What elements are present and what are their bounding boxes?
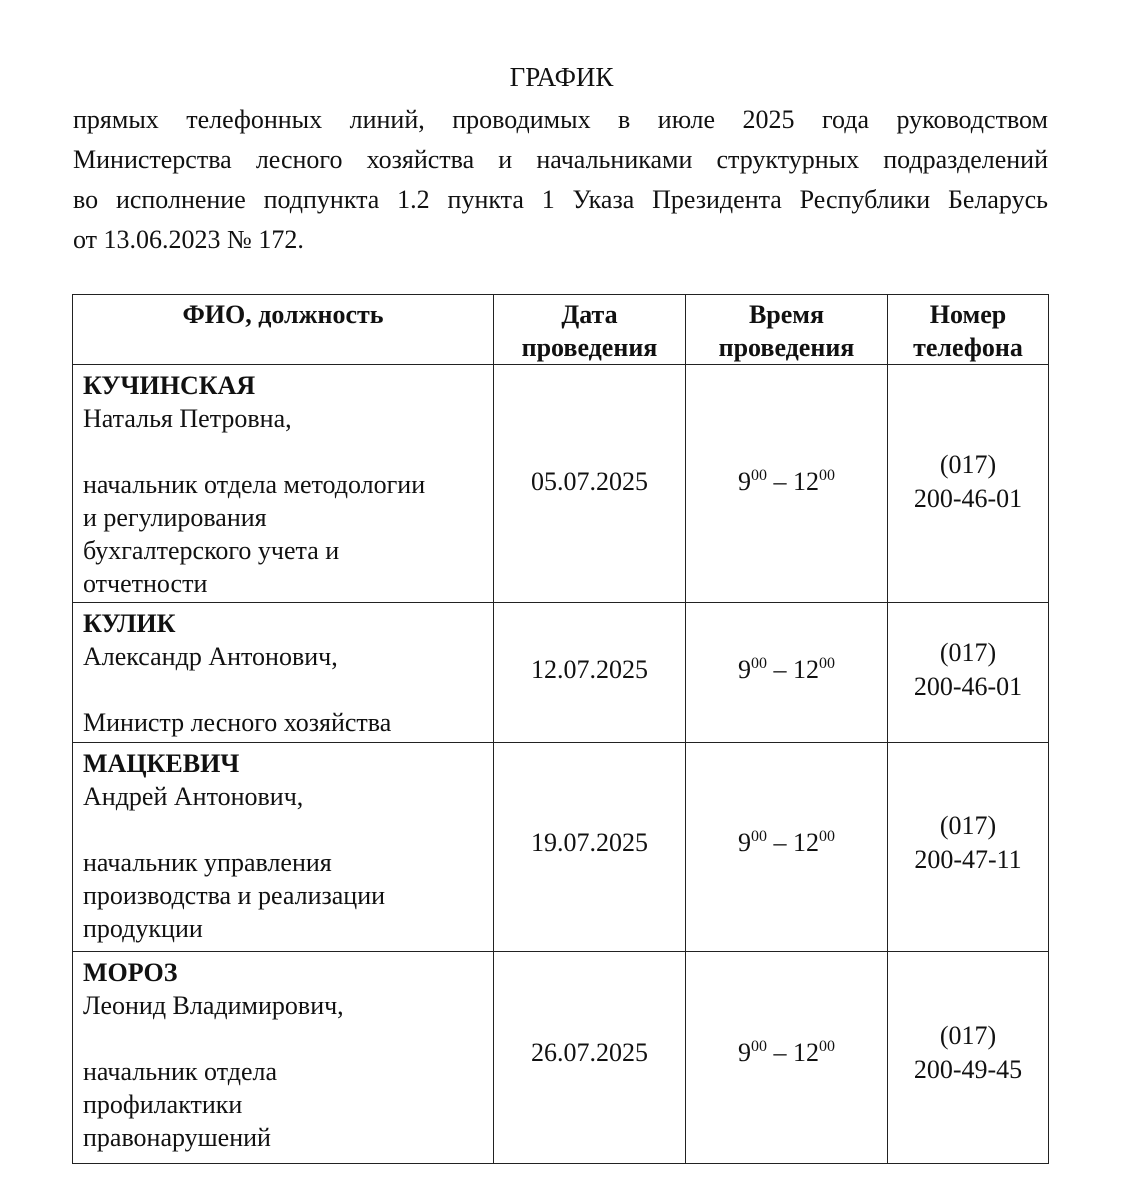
phone-cell xyxy=(888,365,1049,603)
phone-code: (017) xyxy=(939,1020,997,1050)
time-cell xyxy=(686,603,888,743)
header-person xyxy=(73,295,494,365)
intro-line: во исполнение подпункта 1.2 пункта 1 Указа Президента Республики Беларусь xyxy=(73,185,1048,214)
phone-code: (017) xyxy=(939,811,997,840)
header-phone-line: Номер xyxy=(929,300,1007,329)
time-end-hour: 12 xyxy=(793,654,819,684)
person-spacer xyxy=(83,673,485,706)
phone-cell xyxy=(888,603,1049,743)
date-cell: 19.07.2025 xyxy=(494,743,686,952)
time-end-hour: 12 xyxy=(793,828,819,857)
person-position-line: начальник отдела методологии xyxy=(83,470,426,499)
person-position-line: Министр лесного хозяйства xyxy=(83,708,392,737)
intro-line: от 13.06.2023 № 172. xyxy=(73,225,304,254)
time-cell xyxy=(686,743,888,952)
header-date-line: Дата xyxy=(561,300,618,329)
table-row xyxy=(73,365,1049,603)
person-position-line: и регулирования xyxy=(83,503,267,532)
header-time xyxy=(686,295,888,365)
phone-number: 200-49-45 xyxy=(913,1054,1023,1084)
time-start-hour: 9 xyxy=(738,466,751,496)
person-spacer xyxy=(83,813,485,846)
document-intro xyxy=(73,100,1048,260)
time-start-hour: 9 xyxy=(738,654,751,684)
phone-number: 200-46-01 xyxy=(913,671,1023,701)
header-time-line: Время xyxy=(748,300,825,329)
person-name: Наталья Петровна, xyxy=(83,404,292,433)
table-row xyxy=(73,603,1049,743)
time-end-hour: 12 xyxy=(793,466,819,496)
person-position-line: продукции xyxy=(83,914,203,943)
date-cell: 26.07.2025 xyxy=(494,952,686,1164)
person-name: Леонид Владимирович, xyxy=(83,991,344,1020)
time-cell xyxy=(686,365,888,603)
person-surname: МАЦКЕВИЧ xyxy=(83,749,240,778)
person-name: Александр Антонович, xyxy=(83,642,338,671)
table-row xyxy=(73,952,1049,1164)
time-end-minutes: 00 xyxy=(819,466,835,484)
person-surname: МОРОЗ xyxy=(83,958,178,987)
phone-cell xyxy=(888,743,1049,952)
document-title: ГРАФИК xyxy=(509,62,614,92)
time-end-minutes: 00 xyxy=(819,654,835,672)
phone-cell xyxy=(888,952,1049,1164)
phone-number: 200-46-01 xyxy=(913,483,1023,513)
person-position-line: бухгалтерского учета и xyxy=(83,536,340,565)
table-row xyxy=(73,743,1049,952)
phone-code: (017) xyxy=(939,637,997,667)
person-spacer xyxy=(83,435,485,468)
time-end-hour: 12 xyxy=(793,1037,819,1067)
header-phone xyxy=(888,295,1049,365)
time-separator: – xyxy=(767,828,793,857)
person-cell xyxy=(73,952,494,1164)
person-position-line: начальник управления xyxy=(83,848,332,877)
time-start-minutes: 00 xyxy=(751,466,767,484)
header-person-label: ФИО, должность xyxy=(182,300,384,329)
person-position-line: начальник отдела xyxy=(83,1057,278,1086)
person-position-line: отчетности xyxy=(83,569,208,598)
table-header-row xyxy=(73,295,1049,365)
date-cell: 12.07.2025 xyxy=(494,603,686,743)
person-spacer xyxy=(83,1022,485,1055)
person-surname: КУЧИНСКАЯ xyxy=(83,371,256,400)
time-separator: – xyxy=(767,654,793,684)
schedule-table xyxy=(72,294,1049,1164)
person-position-line: производства и реализации xyxy=(83,881,386,910)
phone-number: 200-47-11 xyxy=(914,845,1022,874)
person-cell xyxy=(73,743,494,952)
phone-code: (017) xyxy=(939,449,997,479)
time-start-minutes: 00 xyxy=(751,1037,767,1055)
header-phone-line: телефона xyxy=(913,333,1023,362)
date-cell: 05.07.2025 xyxy=(494,365,686,603)
person-position-line: правонарушений xyxy=(83,1123,271,1152)
intro-line: Министерства лесного хозяйства и начальниками структурных подразделений xyxy=(73,145,1048,174)
person-cell xyxy=(73,603,494,743)
person-surname: КУЛИК xyxy=(83,609,176,638)
time-start-minutes: 00 xyxy=(751,828,767,845)
header-date-line: проведения xyxy=(521,333,658,362)
time-separator: – xyxy=(767,1037,793,1067)
time-end-minutes: 00 xyxy=(819,1037,835,1055)
time-start-minutes: 00 xyxy=(751,654,767,672)
time-end-minutes: 00 xyxy=(819,828,835,845)
time-separator: – xyxy=(767,466,793,496)
person-position-line: профилактики xyxy=(83,1090,243,1119)
time-cell xyxy=(686,952,888,1164)
person-cell xyxy=(73,365,494,603)
time-start-hour: 9 xyxy=(738,1037,751,1067)
intro-line: прямых телефонных линий, проводимых в июле 2025 года руководством xyxy=(73,105,1048,134)
person-name: Андрей Антонович, xyxy=(83,782,304,811)
header-date xyxy=(494,295,686,365)
header-time-line: проведения xyxy=(718,333,855,362)
time-start-hour: 9 xyxy=(738,828,751,857)
